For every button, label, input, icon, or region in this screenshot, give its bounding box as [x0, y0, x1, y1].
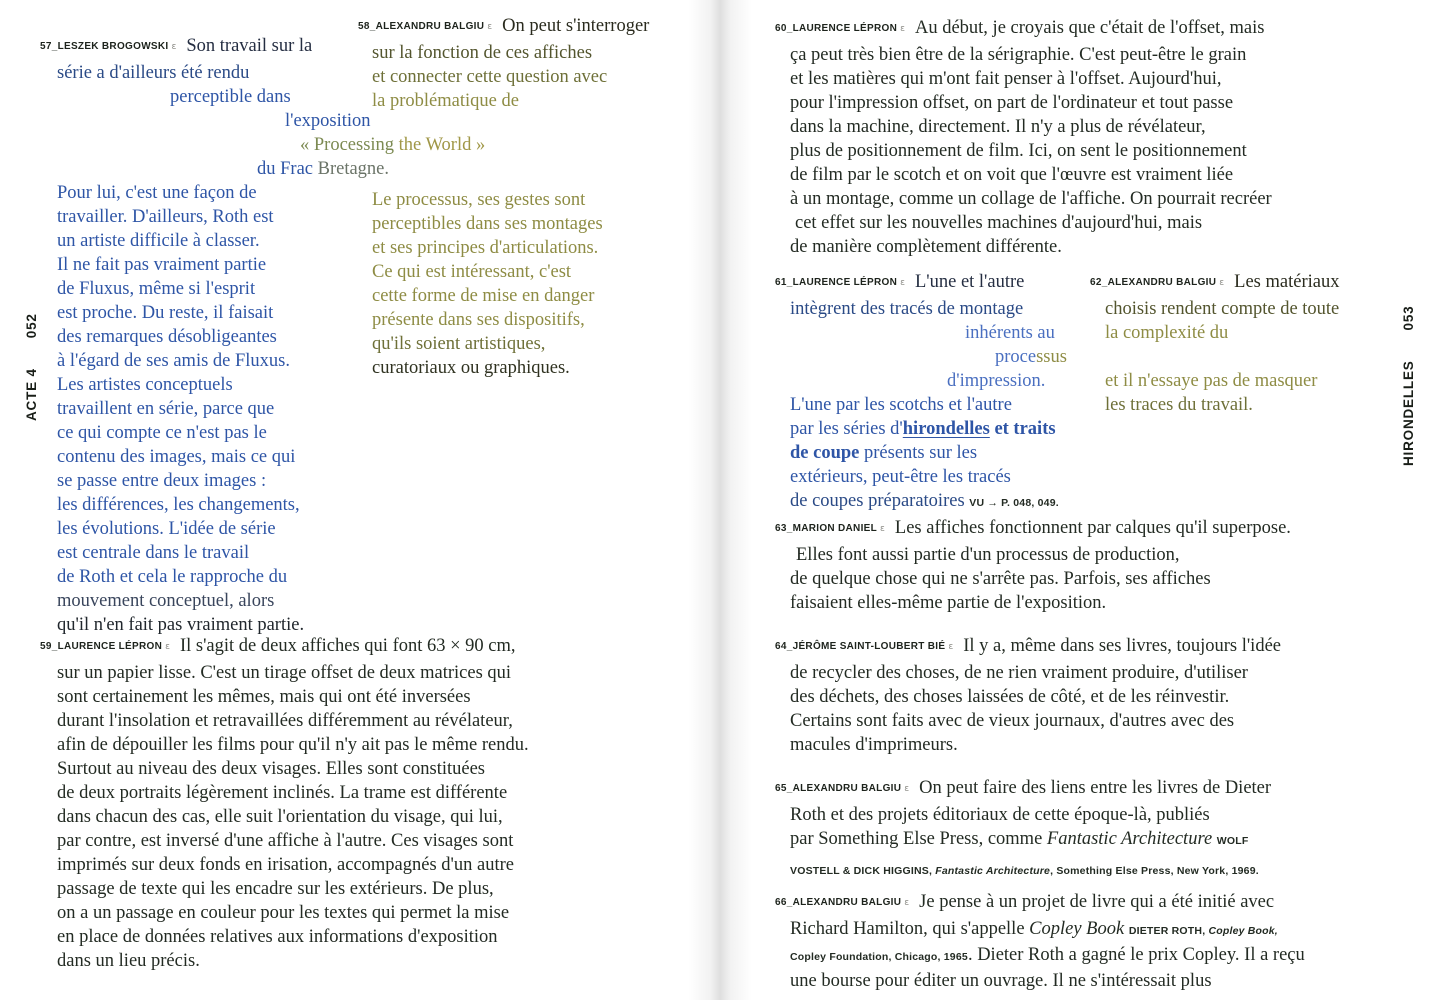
text-segment: Copley Book, — [1208, 925, 1278, 937]
text-line — [775, 115, 1335, 139]
text-segment: est centrale dans le travail — [57, 543, 250, 563]
chapter-label: HIRONDELLES — [1401, 360, 1416, 466]
text-segment: par les séries d' — [790, 419, 903, 439]
text-segment: et il n'essaye pas de masquer — [1105, 371, 1318, 391]
text-segment: « Processing — [300, 135, 399, 155]
text-line — [40, 541, 660, 565]
text-line — [1090, 321, 1420, 345]
text-segment: les évolutions. L'idée de série — [57, 519, 276, 539]
text-line — [775, 733, 1355, 757]
text-segment: Copley Foundation, Chicago, 1965 — [790, 951, 968, 963]
text-segment: est proche. Du reste, il faisait — [57, 303, 274, 323]
text-line — [358, 188, 688, 212]
paragraph-59 — [40, 634, 660, 973]
text-segment: et les matières qui m'ont fait penser à l'offset. Aujourd'hui, — [790, 69, 1222, 89]
text-line — [358, 41, 688, 65]
text-segment: macules d'imprimeurs. — [790, 735, 958, 755]
paragraph-mark-icon: ε — [171, 42, 177, 52]
text-line — [358, 260, 688, 284]
text-line — [775, 465, 1355, 489]
text-line — [775, 567, 1355, 591]
paragraph-66 — [775, 890, 1375, 993]
text-segment: VOSTELL & DICK HIGGINS, — [790, 865, 936, 877]
speaker-label: 66_ALEXANDRU BALGIU — [775, 897, 902, 908]
paragraph-58 — [358, 14, 688, 380]
text-line — [40, 565, 660, 589]
text-segment: L'une par les scotchs et l'autre — [790, 395, 1012, 415]
text-line — [358, 284, 688, 308]
text-segment: hirondelles — [902, 419, 990, 439]
text-segment: inhérents au — [965, 323, 1055, 343]
text-segment: les différences, les changements, — [57, 495, 300, 515]
text-line — [40, 781, 660, 805]
speaker-label: 65_ALEXANDRU BALGIU — [775, 783, 902, 794]
text-segment: présents sur les — [859, 443, 978, 463]
text-segment: Ce qui est intéressant, c'est — [372, 262, 572, 282]
text-line — [1090, 270, 1420, 297]
text-line — [775, 943, 1375, 969]
page-number-left: 052 — [24, 313, 39, 339]
text-line — [358, 332, 688, 356]
text-segment: et connecter cette question avec — [372, 67, 608, 87]
text-line — [775, 441, 1355, 465]
text-line — [775, 803, 1375, 827]
text-segment: dans chacun des cas, elle suit l'orientation du visage, qui lui, — [57, 807, 503, 827]
text-line — [40, 421, 660, 445]
text-segment: L'une et l'autre — [914, 272, 1025, 292]
text-segment: une bourse pour éditer un ouvrage. Il ne s'intéressait plus — [790, 971, 1212, 991]
text-line — [358, 212, 688, 236]
text-segment: extérieurs, peut-être les tracés — [790, 467, 1011, 487]
text-segment: qu'il n'en fait pas vraiment partie. — [57, 615, 305, 635]
paragraph-mark-icon: ε — [880, 524, 885, 534]
text-line — [358, 356, 688, 380]
text-line — [40, 661, 660, 685]
text-line — [775, 489, 1355, 515]
text-line — [1090, 393, 1420, 417]
text-segment: cet effet sur les nouvelles machines d'aujourd'hui, mais — [795, 213, 1203, 233]
text-segment: curatoriaux ou graphiques. — [372, 358, 570, 378]
text-segment: un artiste difficile à classer. — [57, 231, 260, 251]
text-line — [775, 163, 1335, 187]
text-segment: Roth et des projets éditoriaux de cette époque-là, publiés — [790, 805, 1210, 825]
text-line — [40, 517, 660, 541]
text-line — [775, 139, 1335, 163]
text-segment: dans un lieu précis. — [57, 951, 200, 971]
text-segment: Bretagne. — [317, 159, 390, 179]
text-line — [775, 187, 1335, 211]
text-line — [40, 949, 660, 973]
text-line — [40, 829, 660, 853]
text-line — [40, 469, 660, 493]
paragraph-62 — [1090, 270, 1420, 417]
text-segment: la problématique de — [372, 91, 519, 111]
speaker-label: 60_LAURENCE LÉPRON — [775, 23, 898, 34]
text-segment: , Something Else Press, New York, 1969. — [1050, 865, 1259, 877]
text-segment: perceptibles dans ses montages — [372, 214, 603, 234]
text-line — [40, 877, 660, 901]
text-segment: Copley Book — [1029, 919, 1125, 939]
text-line — [775, 776, 1375, 803]
text-segment: à un montage, comme un collage de l'affiche. On pourrait recréer — [790, 189, 1272, 209]
text-segment: Les affiches fonctionnent par calques qu'il superpose. — [894, 518, 1291, 538]
text-segment: sur la fonction de ces affiches — [372, 43, 593, 63]
text-segment: de coupes préparatoires — [790, 491, 970, 511]
text-line — [40, 685, 660, 709]
speaker-label: 62_ALEXANDRU BALGIU — [1090, 277, 1217, 288]
text-line — [40, 925, 660, 949]
text-segment: . Dieter Roth a gagné le prix Copley. Il a reçu — [967, 945, 1305, 965]
paragraph-65 — [775, 776, 1375, 883]
text-segment: sur un papier lisse. C'est un tirage offset de deux matrices qui — [57, 663, 512, 683]
text-line — [1090, 297, 1420, 321]
text-segment: Au début, je croyais que c'était de l'offset, mais — [914, 18, 1265, 38]
speaker-label: 63_MARION DANIEL — [775, 523, 878, 534]
text-segment: cette forme de mise en danger — [372, 286, 595, 306]
text-segment: sont certainement les mêmes, mais qui ont été inversées — [57, 687, 471, 707]
text-segment: de Roth et cela le rapproche du — [57, 567, 288, 587]
text-segment: de manière complètement différente. — [790, 237, 1062, 257]
text-line — [775, 634, 1355, 661]
text-segment: Il ne fait pas vraiment partie — [57, 255, 267, 275]
paragraph-mark-icon: ε — [904, 898, 910, 908]
speaker-label: 58_ALEXANDRU BALGIU — [358, 21, 485, 32]
text-line — [40, 733, 660, 757]
text-segment: Je pense à un projet de livre qui a été initié avec — [919, 892, 1275, 912]
text-segment: choisis rendent compte de toute — [1105, 299, 1340, 319]
text-segment: ça peut très bien être de la sérigraphie. C'est peut-être le grain — [790, 45, 1247, 65]
text-segment: Les matériaux — [1234, 272, 1340, 292]
text-segment: the World » — [398, 135, 486, 155]
text-line — [1090, 345, 1420, 369]
page-number-right: 053 — [1401, 305, 1416, 331]
text-segment: du Frac — [257, 159, 318, 179]
text-line — [775, 516, 1355, 543]
text-segment: l'exposition — [285, 111, 371, 131]
text-line — [775, 543, 1355, 567]
text-segment: On peut s'interroger — [502, 16, 650, 36]
text-line — [40, 853, 660, 877]
text-segment: DIETER ROTH, — [1128, 925, 1209, 937]
text-segment: de deux portraits légèrement inclinés. La trame est différente — [57, 783, 508, 803]
text-segment: Le processus, ses gestes sont — [372, 190, 586, 210]
text-segment: Certains sont faits avec de vieux journaux, d'autres avec des — [790, 711, 1235, 731]
text-segment: plus de positionnement de film. Ici, on sent le positionnement — [790, 141, 1247, 161]
text-segment: de coupe — [790, 443, 860, 463]
speaker-label: 64_JÉRÔME SAINT-LOUBERT BIÉ — [775, 641, 946, 652]
text-segment: Fantastic Architecture — [1046, 829, 1213, 849]
text-segment: Il s'agit de deux affiches qui font 63 × 90 cm, — [179, 636, 516, 656]
text-segment: Richard Hamilton, qui s'appelle — [790, 919, 1030, 939]
text-line — [775, 917, 1375, 943]
text-line — [40, 397, 660, 421]
text-line — [40, 901, 660, 925]
text-line — [775, 417, 1355, 441]
text-segment: Fantastic Architecture — [935, 865, 1051, 877]
text-segment: durant l'insolation et retravaillées différemment au révélateur, — [57, 711, 513, 731]
paragraph-mark-icon: ε — [948, 642, 954, 652]
text-segment: contenu des images, mais ce qui — [57, 447, 296, 467]
text-segment: imprimés sur deux fonds en irisation, accompagnés d'un autre — [57, 855, 514, 875]
text-segment: proce — [995, 347, 1037, 367]
speaker-label: 59_LAURENCE LÉPRON — [40, 641, 163, 652]
text-segment: mouvement conceptuel, alors — [57, 591, 275, 611]
text-segment: se passe entre deux images : — [57, 471, 267, 491]
paragraph-64 — [775, 634, 1355, 757]
text-segment: de Fluxus, même si l'esprit — [57, 279, 256, 299]
text-segment: à l'égard de ses amis de Fluxus. — [57, 351, 290, 371]
text-segment: dans la machine, directement. Il n'y a plus de révélateur, — [790, 117, 1206, 137]
text-segment: VU → P. 048, 049. — [969, 497, 1059, 509]
text-segment: par contre, est inversé d'une affiche à l'autre. Ces visages sont — [57, 831, 514, 851]
paragraph-63 — [775, 516, 1355, 615]
text-line — [775, 890, 1375, 917]
paragraph-mark-icon: ε — [165, 642, 170, 652]
text-segment: qu'ils soient artistiques, — [372, 334, 546, 354]
page-gutter-shadow — [688, 0, 752, 1000]
paragraph-mark-icon: ε — [1219, 278, 1225, 288]
text-line — [40, 634, 660, 661]
text-line — [775, 91, 1335, 115]
text-line — [1090, 369, 1420, 393]
text-line — [775, 67, 1335, 91]
text-segment: de film par le scotch et on voit que l'œuvre est vraiment liée — [790, 165, 1234, 185]
text-line — [775, 685, 1355, 709]
text-line — [358, 89, 688, 113]
text-line — [775, 591, 1355, 615]
text-line — [775, 43, 1335, 67]
text-line — [358, 14, 688, 41]
text-line — [40, 445, 660, 469]
acte-label: ACTE 4 — [24, 368, 39, 421]
text-segment: présente dans ses dispositifs, — [372, 310, 585, 330]
text-segment: d'impression. — [947, 371, 1046, 391]
text-segment: les traces du travail. — [1105, 395, 1253, 415]
text-segment: WOLF — [1216, 835, 1249, 847]
text-segment: des déchets, des choses laissées de côté, et de les réinvestir. — [790, 687, 1230, 707]
text-segment: on a un passage en couleur pour les textes qui permet la mise — [57, 903, 510, 923]
text-segment: Surtout au niveau des deux visages. Elles sont constituées — [57, 759, 485, 779]
speaker-label: 57_LESZEK BROGOWSKI — [40, 41, 169, 52]
text-line — [775, 969, 1375, 993]
text-segment: et ses principes d'articulations. — [372, 238, 599, 258]
text-segment: des remarques désobligeantes — [57, 327, 277, 347]
text-line — [358, 65, 688, 89]
text-line — [775, 827, 1375, 853]
text-segment: de recycler des choses, de ne rien vraiment produire, d'utiliser — [790, 663, 1248, 683]
text-line — [40, 709, 660, 733]
text-line — [40, 757, 660, 781]
text-segment: Son travail sur la — [186, 36, 313, 56]
text-segment: Il y a, même dans ses livres, toujours l'idée — [963, 636, 1281, 656]
text-segment: en place de données relatives aux informations d'exposition — [57, 927, 498, 947]
text-segment: passage de texte qui les encadre sur les extérieurs. De plus, — [57, 879, 494, 899]
text-segment: pour l'impression offset, on part de l'ordinateur et tout passe — [790, 93, 1234, 113]
text-line — [358, 236, 688, 260]
text-segment: ssus — [1036, 347, 1067, 367]
text-line — [775, 857, 1375, 883]
speaker-label: 61_LAURENCE LÉPRON — [775, 277, 898, 288]
text-line — [775, 235, 1335, 259]
text-line — [775, 661, 1355, 685]
text-segment: faisaient elles-même partie de l'exposition. — [790, 593, 1107, 613]
text-segment: afin de dépouiller les films pour qu'il n'y ait pas le même rendu. — [57, 735, 529, 755]
paragraph-mark-icon: ε — [900, 24, 905, 34]
paragraph-mark-icon: ε — [487, 22, 493, 32]
text-line — [775, 16, 1335, 43]
text-line — [775, 709, 1355, 733]
text-segment: intègrent des tracés de montage — [790, 299, 1024, 319]
text-segment: la complexité du — [1105, 323, 1229, 343]
text-segment: de quelque chose qui ne s'arrête pas. Parfois, ses affiches — [790, 569, 1211, 589]
text-line — [358, 308, 688, 332]
text-segment: et traits — [989, 419, 1056, 439]
text-segment: travaillent en série, parce que — [57, 399, 275, 419]
folio-left — [24, 313, 39, 421]
text-segment: Elles font aussi partie d'un processus de production, — [796, 545, 1180, 565]
paragraph-mark-icon: ε — [904, 784, 910, 794]
text-segment: Les artistes conceptuels — [57, 375, 233, 395]
text-segment: ce qui compte ce n'est pas le — [57, 423, 267, 443]
text-segment: série a d'ailleurs été rendu — [57, 63, 250, 83]
text-line — [40, 589, 660, 613]
text-segment: perceptible dans — [170, 87, 291, 107]
text-line — [40, 805, 660, 829]
text-line — [40, 493, 660, 517]
text-line — [775, 211, 1335, 235]
paragraph-mark-icon: ε — [900, 278, 905, 288]
text-segment: travailler. D'ailleurs, Roth est — [57, 207, 274, 227]
paragraph-60 — [775, 16, 1335, 259]
text-segment: On peut faire des liens entre les livres de Dieter — [919, 778, 1272, 798]
text-segment: par Something Else Press, comme — [790, 829, 1047, 849]
text-segment: Pour lui, c'est une façon de — [57, 183, 257, 203]
